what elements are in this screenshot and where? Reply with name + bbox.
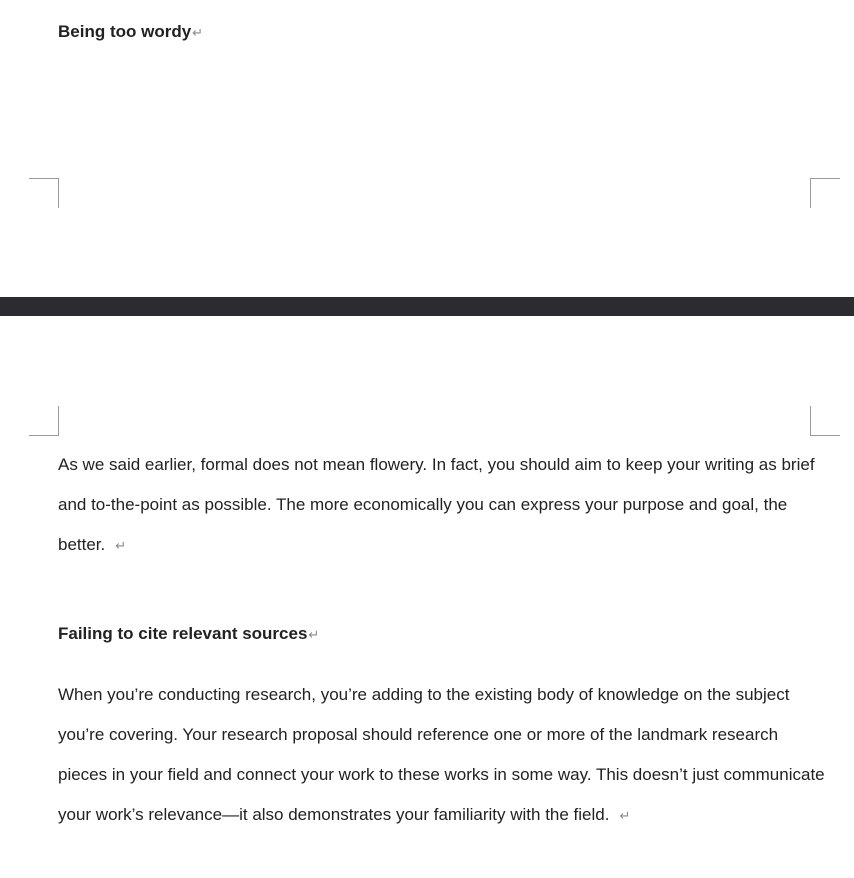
paragraph-text: As we said earlier, formal does not mean flowery. In fact, you should aim to keep your writing as brief and to-the-point as possible. The more economically you can express your purpose and goal, the better. — [58, 455, 815, 554]
paragraph-wordy[interactable] — [58, 445, 818, 566]
paragraph-mark-icon: ↵ — [115, 538, 127, 553]
paragraph-mark-icon: ↵ — [619, 808, 631, 823]
page-break-gap — [0, 297, 854, 316]
heading-text: Being too wordy — [58, 22, 192, 41]
paragraph-mark-icon: ↵ — [308, 627, 320, 642]
heading-being-too-wordy[interactable] — [58, 22, 203, 42]
paragraph-mark-icon: ↵ — [192, 25, 204, 40]
margin-corner-bottom-left — [29, 178, 59, 208]
margin-corner-bottom-right — [810, 178, 840, 208]
heading-text: Failing to cite relevant sources — [58, 624, 308, 643]
paragraph-text: When you’re conducting research, you’re adding to the existing body of knowledge on the subject you’re covering. Your research proposal should reference one or more of the landmark research pieces in your field and connect your work to these works in some way. This doesn’t just communicate your work’s relevance—it also demonstrates your familiarity with the field. — [58, 685, 825, 824]
margin-corner-top-right — [810, 406, 840, 436]
margin-corner-top-left — [29, 406, 59, 436]
document-page-1[interactable] — [0, 0, 854, 297]
paragraph-sources[interactable] — [58, 675, 828, 836]
heading-failing-to-cite[interactable] — [58, 624, 319, 644]
